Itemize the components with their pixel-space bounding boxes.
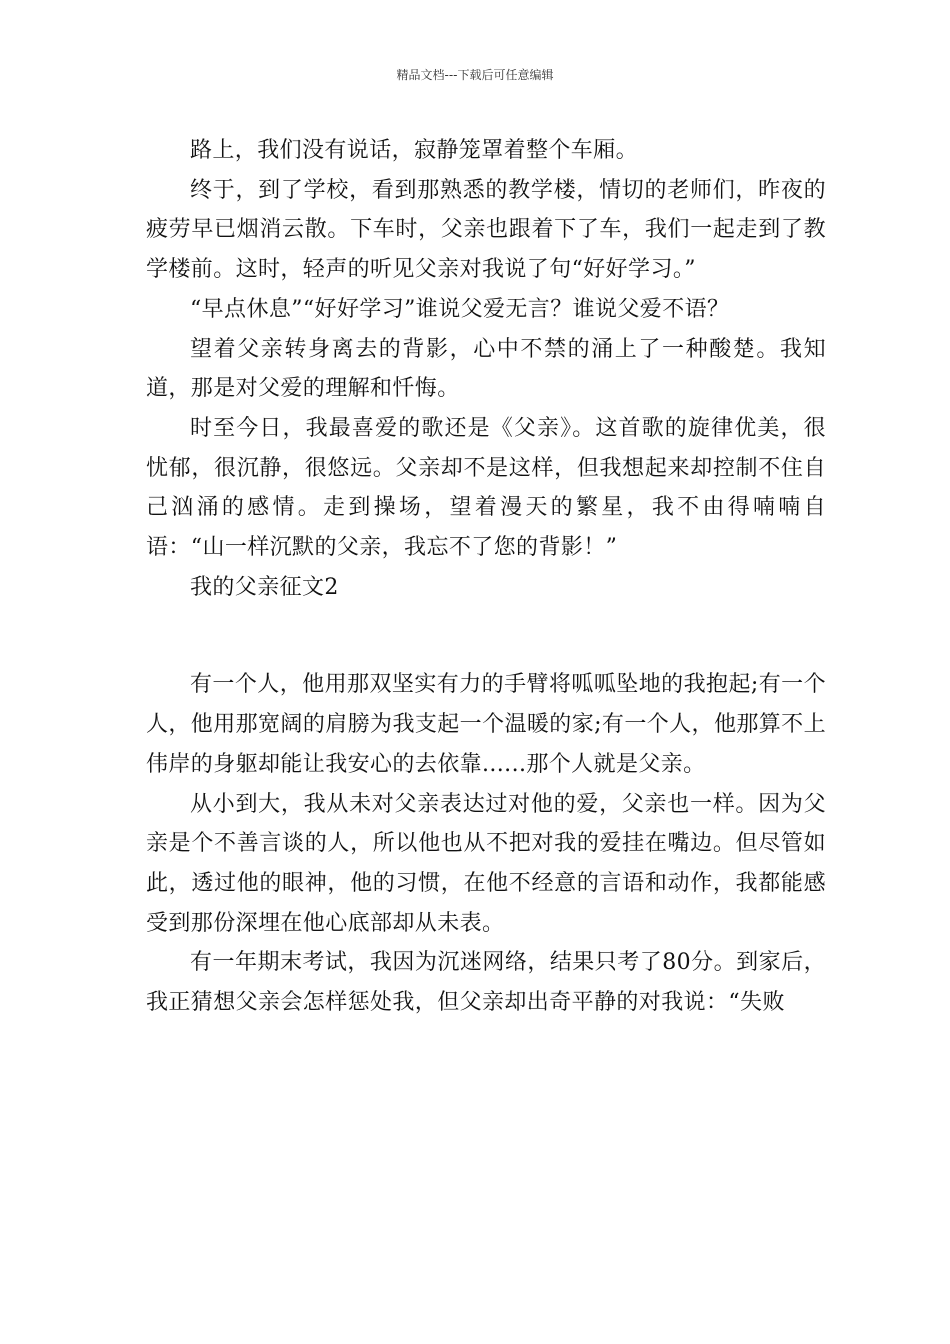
paragraph: 有一年期末考试，我因为沉迷网络，结果只考了80分。到家后，我正猜想父亲会怎样惩处我，但父亲却出奇平静的对我说：“失败 (146, 950, 826, 1016)
paragraph: 有一个人，他用那双坚实有力的手臂将呱呱坠地的我抱起;有一个人，他用那宽阔的肩膀为我支起一个温暖的家;有一个人，他那算不上伟岸的身躯却能让我安心的去依靠......那个人就是父亲。 (146, 672, 826, 777)
page-header: 精品文档---下载后可任意编辑 (396, 68, 554, 82)
paragraph: 时至今日，我最喜爱的歌还是《父亲》。这首歌的旋律优美，很忧郁，很沉静，很悠远。父亲却不是这样，但我想起来却控制不住自己汹涌的感情。走到操场，望着漫天的繁星，我不由得喃喃自语：“山一样沉默的父亲，我忘不了您的背影！” (146, 415, 826, 561)
section-title: 我的父亲征文2 (190, 574, 339, 600)
paragraph: 从小到大，我从未对父亲表达过对他的爱，父亲也一样。因为父亲是个不善言谈的人，所以他也从不把对我的爱挂在嘴边。但尽管如此，透过他的眼神，他的习惯，在他不经意的言语和动作，我都能感受到那份深埋在他心底部却从未表。 (146, 791, 826, 936)
paragraph: 望着父亲转身离去的背影，心中不禁的涌上了一种酸楚。我知道，那是对父爱的理解和忏悔。 (146, 336, 826, 402)
section-gap (146, 607, 826, 665)
document-body (146, 131, 826, 1023)
paragraph: 终于，到了学校，看到那熟悉的教学楼，情切的老师们，昨夜的疲劳早已烟消云散。下车时，父亲也跟着下了车，我们一起走到了教学楼前。这时，轻声的听见父亲对我说了句“好好学习。” (146, 177, 826, 283)
paragraph: “早点休息”“好好学习”谁说父爱无言？谁说父爱不语？ (190, 296, 730, 322)
paragraph: 路上，我们没有说话，寂静笼罩着整个车厢。 (190, 138, 639, 163)
